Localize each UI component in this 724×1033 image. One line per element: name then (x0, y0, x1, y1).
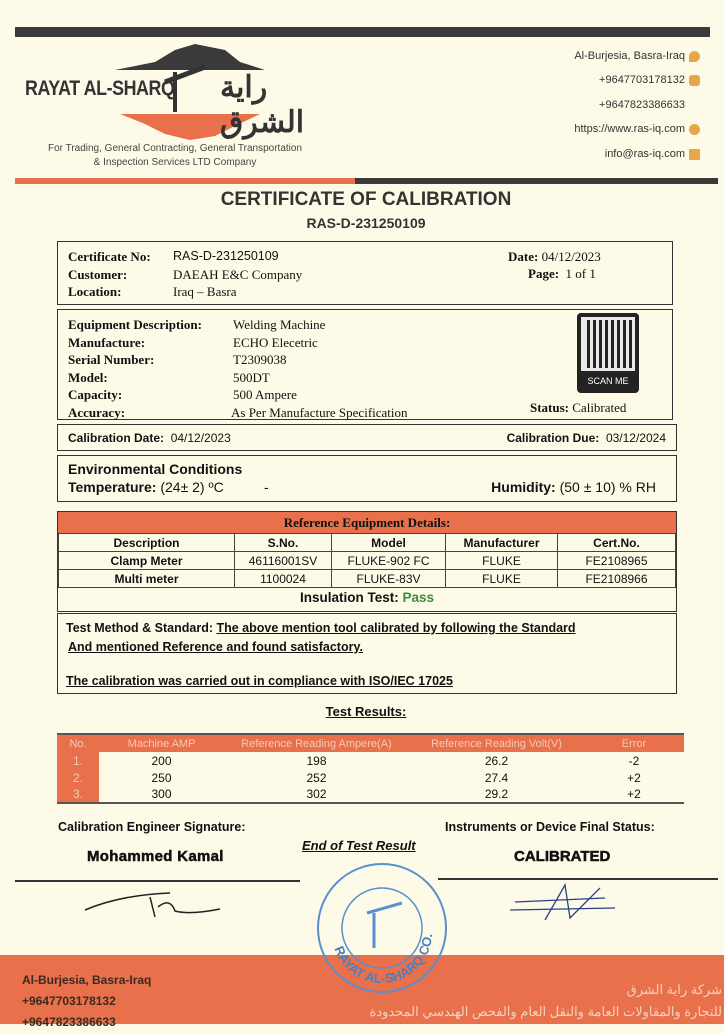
contact-text: Al-Burjesia, Basra-Iraq (574, 50, 685, 62)
label: Certificate No: (68, 249, 151, 264)
cell: 302 (306, 787, 327, 801)
email-link[interactable]: info@ras-iq.com (604, 148, 685, 160)
engineer-signature-label: Calibration Engineer Signature: (58, 820, 246, 834)
model-value: 500DT (233, 369, 270, 385)
cell: 2. (57, 769, 99, 786)
customer-value: DAEAH E&C Company (173, 266, 303, 282)
label: Capacity: (68, 387, 123, 402)
table-header-row (59, 534, 676, 552)
qr-pattern-icon (581, 317, 635, 371)
calibration-date-value: 04/12/2023 (170, 431, 231, 445)
label: Status: (530, 400, 570, 415)
label: Location: (68, 284, 122, 299)
cell: FLUKE-83V (332, 570, 446, 588)
method-text: The above mention tool calibrated by following the Standard (216, 621, 576, 635)
capacity-value: 500 Ampere (233, 387, 297, 402)
cell: 29.2 (484, 787, 509, 801)
compliance-statement: The calibration was carried out in compliance with ISO/IEC 17025 (66, 674, 453, 688)
title-text: Test Results: (325, 704, 407, 719)
equipment-box (57, 309, 673, 420)
qr-code[interactable] (577, 313, 639, 393)
label: Date: (508, 249, 539, 264)
footer-phone-1: +9647703178132 (22, 994, 116, 1008)
environment-title: Environmental Conditions (68, 461, 243, 477)
label: Test Method & Standard: (66, 621, 213, 635)
test-results-table (57, 733, 684, 804)
insulation-test (58, 590, 676, 605)
environment-box (57, 455, 677, 502)
column-header: Machine AMP (127, 737, 196, 750)
cell: 252 (306, 770, 327, 785)
column-header: Cert.No. (558, 534, 676, 552)
company-stamp-icon (312, 858, 452, 998)
label: Serial Number: (68, 352, 155, 367)
label: Insulation Test: (299, 590, 399, 605)
signature-line-left (15, 880, 300, 882)
table-row (57, 769, 684, 786)
cell: FE2108966 (558, 570, 676, 588)
cell: 200 (151, 753, 172, 768)
footer-company-ar: شركة راية الشرق (626, 982, 722, 997)
table-row (57, 786, 684, 803)
separator: - (264, 479, 269, 495)
date-value: 04/12/2023 (541, 249, 601, 264)
label: Humidity: (491, 479, 556, 495)
scan-me-label: SCAN ME (587, 376, 629, 386)
certificate-code: RAS-D-231250109 (306, 215, 426, 231)
contact-website[interactable] (574, 123, 700, 135)
cell: 3. (57, 786, 99, 803)
globe-icon (689, 124, 700, 135)
contact-email[interactable] (605, 148, 700, 160)
status-value: Calibrated (572, 400, 627, 415)
header-top-bar (15, 27, 710, 37)
company-name-en: RAYAT AL-SHARQ (25, 77, 175, 100)
tagline (20, 142, 330, 170)
column-header: Manufacturer (446, 534, 558, 552)
serial-value: T2309038 (233, 352, 287, 367)
cell: 300 (151, 787, 172, 801)
label: Customer: (68, 266, 128, 282)
phone-icon (689, 75, 700, 86)
label: Calibration Due: (506, 431, 600, 445)
cell: +2 (627, 770, 641, 785)
company-name-ar: راية الشرق (220, 71, 305, 139)
location-icon (689, 51, 700, 62)
cell: 1100024 (235, 570, 332, 588)
reference-title: Reference Equipment Details: (58, 512, 676, 533)
cell: 250 (151, 770, 172, 785)
contact-address (574, 50, 700, 62)
final-status-label: Instruments or Device Final Status: (445, 820, 655, 834)
engineer-signature-icon (80, 885, 240, 925)
cell: 26.2 (484, 753, 509, 768)
reference-table (58, 533, 676, 588)
footer-phone-2: +9647823386633 (22, 1015, 116, 1029)
column-header: Description (59, 534, 235, 552)
column-header: Reference Reading Volt(V) (431, 737, 562, 750)
contact-phone-1 (599, 74, 700, 86)
cell: FLUKE-902 FC (332, 552, 446, 570)
insulation-result: Pass (402, 590, 435, 605)
location-value: Iraq – Basra (173, 284, 237, 299)
cert-no-value: RAS-D-231250109 (173, 249, 279, 263)
table-row (59, 552, 676, 570)
svg-text:RAYAT AL-SHARQ CO. (331, 933, 435, 986)
label: Model: (68, 369, 108, 385)
humidity-value: (50 ± 10) % RH (559, 479, 656, 495)
company-logo (25, 42, 335, 142)
cell: Clamp Meter (59, 552, 235, 570)
page-value: 1 of 1 (565, 266, 596, 281)
end-of-test-label: End of Test Result (302, 838, 416, 853)
cell: 1. (57, 752, 99, 769)
cell: -2 (628, 753, 640, 768)
equipment-desc-value: Welding Machine (233, 317, 326, 332)
final-status-value: CALIBRATED (514, 848, 611, 865)
cell: +2 (627, 787, 641, 801)
tagline-line-1: For Trading, General Contracting, General Transportation (47, 143, 303, 154)
label: Accuracy: (68, 404, 126, 420)
status-signature-icon (505, 880, 625, 925)
test-results-title (0, 704, 724, 719)
label: Page: (528, 266, 560, 281)
column-header: No. (69, 737, 87, 750)
certificate-title: CERTIFICATE OF CALIBRATION (220, 189, 512, 210)
contact-phone-2 (599, 99, 685, 111)
column-header: Reference Reading Ampere(A) (241, 737, 392, 750)
cell: 27.4 (484, 770, 509, 785)
cell: FLUKE (446, 570, 558, 588)
contact-text: +9647823386633 (599, 99, 685, 111)
mail-icon (689, 149, 700, 160)
calibration-due-value: 03/12/2024 (605, 431, 666, 445)
cell: FE2108965 (558, 552, 676, 570)
calibration-dates-box (57, 424, 677, 451)
label: Manufacture: (68, 334, 146, 350)
column-header: Error (621, 737, 647, 750)
stamp-text: RAYAT AL-SHARQ CO. (331, 933, 436, 987)
cell: 198 (306, 753, 327, 768)
cell: Multi meter (59, 570, 235, 588)
manufacture-value: ECHO Elecetric (233, 334, 318, 350)
label: Calibration Date: (68, 431, 165, 445)
footer-tagline-ar: للتجارة والمقاولات العامة والنقل العام والفحص الهندسي المحدودة (369, 1004, 722, 1019)
cell: FLUKE (446, 552, 558, 570)
engineer-name: Mohammed Kamal (87, 848, 224, 865)
label: Equipment Description: (68, 317, 202, 332)
column-header: S.No. (235, 534, 332, 552)
website-link[interactable]: https://www.ras-iq.com (574, 123, 685, 135)
table-row (57, 752, 684, 769)
label: Temperature: (68, 479, 157, 495)
certificate-info-box (57, 241, 673, 305)
contact-text: +9647703178132 (599, 74, 685, 86)
table-row (59, 570, 676, 588)
test-method-box (57, 613, 677, 694)
tagline-line-2: & Inspection Services LTD Company (93, 157, 257, 168)
column-header: Model (332, 534, 446, 552)
temperature-value: (24± 2) ºC (160, 479, 224, 495)
cell: 46116001SV (235, 552, 332, 570)
header-divider-orange (15, 178, 355, 184)
accuracy-value: As Per Manufacture Specification (231, 404, 408, 420)
table-header-row (57, 734, 684, 752)
reference-equipment-box (57, 511, 677, 612)
method-text-2: And mentioned Reference and found satisfactory. (68, 640, 363, 654)
footer-address: Al-Burjesia, Basra-Iraq (22, 973, 152, 987)
header-divider-dark (355, 178, 718, 184)
